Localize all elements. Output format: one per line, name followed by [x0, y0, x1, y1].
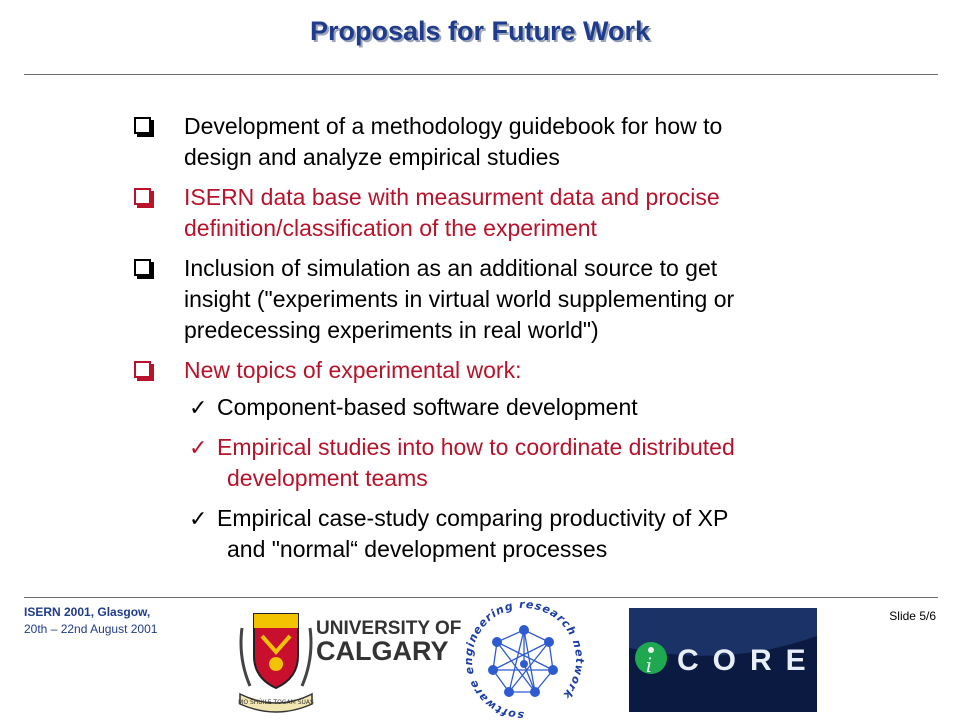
sern-network-logo: [453, 600, 595, 720]
university-of-calgary-logo: [236, 608, 462, 720]
calgary-name-line1: UNIVERSITY OF: [316, 618, 462, 639]
sern-ring-text: software engineering research network: [461, 600, 587, 720]
footer-divider: [24, 597, 938, 598]
sub-item-text: Empirical case-study comparing productivity of XP: [217, 505, 729, 531]
title-divider: [24, 74, 938, 75]
bullet-text-line: ISERN data base with measurment data and procise: [184, 184, 720, 210]
sub-item-text: Component-based software development: [217, 394, 638, 420]
bullet-item: [132, 253, 852, 346]
checkmark-icon: ✓: [189, 506, 208, 531]
calgary-crest-icon: [236, 608, 462, 720]
bullet-text-line: Inclusion of simulation as an additional source to get: [184, 255, 718, 281]
checkmark-icon: ✓: [189, 435, 208, 460]
bullet-item: [132, 182, 852, 244]
calgary-name-line2: CALGARY: [316, 636, 449, 666]
bullet-text-line: insight ("experiments in virtual world supplementing or: [184, 286, 735, 312]
calgary-motto: MO SHÙILE TOGAM SÙAS: [238, 699, 314, 706]
sub-item: [188, 432, 852, 494]
checkbox-bullet-icon: [134, 259, 151, 276]
checkbox-bullet-icon: [134, 361, 151, 378]
network-graph-icon: [453, 600, 595, 720]
footer-event: ISERN 2001, Glasgow,: [24, 605, 151, 619]
icore-banner-icon: [629, 608, 820, 712]
icore-text: CORE: [677, 644, 820, 677]
icore-i-letter: i: [645, 653, 653, 677]
checkmark-icon: ✓: [189, 395, 208, 420]
slide-number: Slide 5/6: [889, 609, 936, 623]
bullet-text-line: New topics of experimental work:: [184, 357, 522, 383]
checkbox-bullet-icon: [134, 188, 151, 205]
bullet-text-line: predecessing experiments in real world"): [184, 317, 599, 343]
sub-item: [188, 503, 852, 565]
bullet-text-line: definition/classification of the experiment: [184, 215, 597, 241]
sub-item-text: development teams: [227, 465, 428, 491]
icore-logo: [629, 608, 820, 712]
footer-dates: 20th – 22nd August 2001: [24, 622, 158, 636]
sub-item: [188, 392, 852, 423]
footer-event-info: [24, 604, 157, 638]
bullet-text-line: Development of a methodology guidebook for how to: [184, 113, 723, 139]
sub-item-text: Empirical studies into how to coordinate distributed: [217, 434, 735, 460]
checkbox-bullet-icon: [134, 117, 151, 134]
bullet-item: [132, 111, 852, 173]
sub-item-text: and "normal“ development processes: [227, 536, 608, 562]
slide-title: Proposals for Future Work: [309, 16, 651, 46]
bullet-text-line: design and analyze empirical studies: [184, 144, 560, 170]
bullet-item: [132, 355, 852, 386]
bullet-list: [132, 111, 852, 574]
